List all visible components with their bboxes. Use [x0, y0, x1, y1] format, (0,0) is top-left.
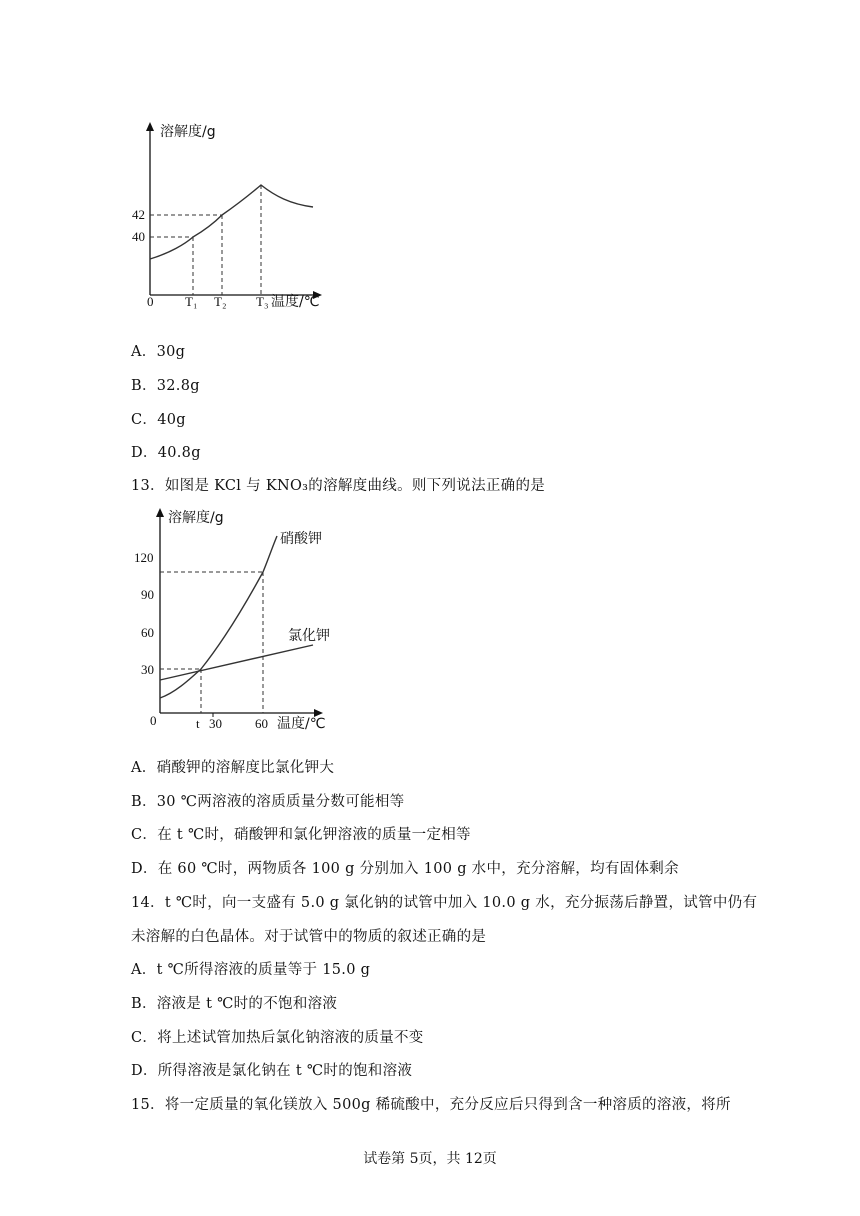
q12-option-a: A．30g — [131, 344, 186, 360]
q14-option-d: D．所得溶液是氯化钠在 t ℃时的饱和溶液 — [131, 1063, 413, 1079]
solubility-chart-2 — [130, 505, 360, 740]
y-tick-90: 90 — [141, 587, 154, 602]
q13-option-c: C．在 t ℃时，硝酸钾和氯化钾溶液的质量一定相等 — [131, 827, 471, 843]
q13-option-d: D．在 60 ℃时，两物质各 100 g 分别加入 100 g 水中，充分溶解，均有固体剩余 — [131, 861, 679, 877]
page-footer: 试卷第 5页，共 12页 — [363, 1151, 497, 1167]
kcl-label: 氯化钾 — [288, 628, 330, 644]
q14-option-c: C．将上述试管加热后氯化钠溶液的质量不变 — [131, 1030, 424, 1046]
kno3-label: 硝酸钾 — [280, 531, 322, 547]
q15-stem-line1: 15．将一定质量的氧化镁放入 500g 稀硫酸中，充分反应后只得到含一种溶质的溶液，将所 — [131, 1097, 731, 1113]
y-tick-30: 30 — [141, 662, 154, 677]
q14-stem-line1: 14．t ℃时，向一支盛有 5.0 g 氯化钠的试管中加入 10.0 g 水，充分振荡后静置，试管中仍有 — [131, 895, 758, 911]
kno3-curve — [160, 536, 277, 698]
solubility-chart-1 — [130, 118, 350, 318]
solubility-curve — [150, 185, 313, 259]
x-tick-t2: T₂ — [214, 294, 227, 309]
x-tick-t: t — [196, 716, 200, 731]
q14-option-b: B．溶液是 t ℃时的不饱和溶液 — [131, 996, 338, 1012]
origin-label: 0 — [147, 294, 154, 309]
x-axis-label: 温度/℃ — [271, 294, 320, 310]
x-tick-t1: T₁ — [185, 294, 198, 309]
q12-option-d: D．40.8g — [131, 445, 201, 461]
q14-option-a: A．t ℃所得溶液的质量等于 15.0 g — [131, 962, 371, 978]
x-tick-30: 30 — [209, 716, 222, 731]
y-tick-40: 40 — [132, 229, 145, 244]
q12-option-c: C．40g — [131, 412, 186, 428]
y-tick-42: 42 — [132, 207, 145, 222]
y-axis-label: 溶解度/g — [160, 124, 216, 140]
q14-stem-line2: 未溶解的白色晶体。对于试管中的物质的叙述正确的是 — [131, 929, 487, 945]
q13-option-a: A．硝酸钾的溶解度比氯化钾大 — [131, 760, 335, 776]
q12-option-b: B．32.8g — [131, 378, 200, 394]
x-tick-60: 60 — [255, 716, 268, 731]
origin-label: 0 — [150, 713, 157, 728]
kcl-curve — [160, 645, 313, 680]
y-axis-label: 溶解度/g — [168, 510, 224, 526]
q13-stem: 13．如图是 KCl 与 KNO₃的溶解度曲线。则下列说法正确的是 — [131, 478, 546, 494]
y-tick-120: 120 — [134, 550, 154, 565]
y-tick-60: 60 — [141, 625, 154, 640]
q13-option-b: B．30 ℃两溶液的溶质质量分数可能相等 — [131, 794, 405, 810]
x-tick-t3: T₃ — [256, 294, 269, 309]
x-axis-label: 温度/℃ — [277, 716, 326, 732]
